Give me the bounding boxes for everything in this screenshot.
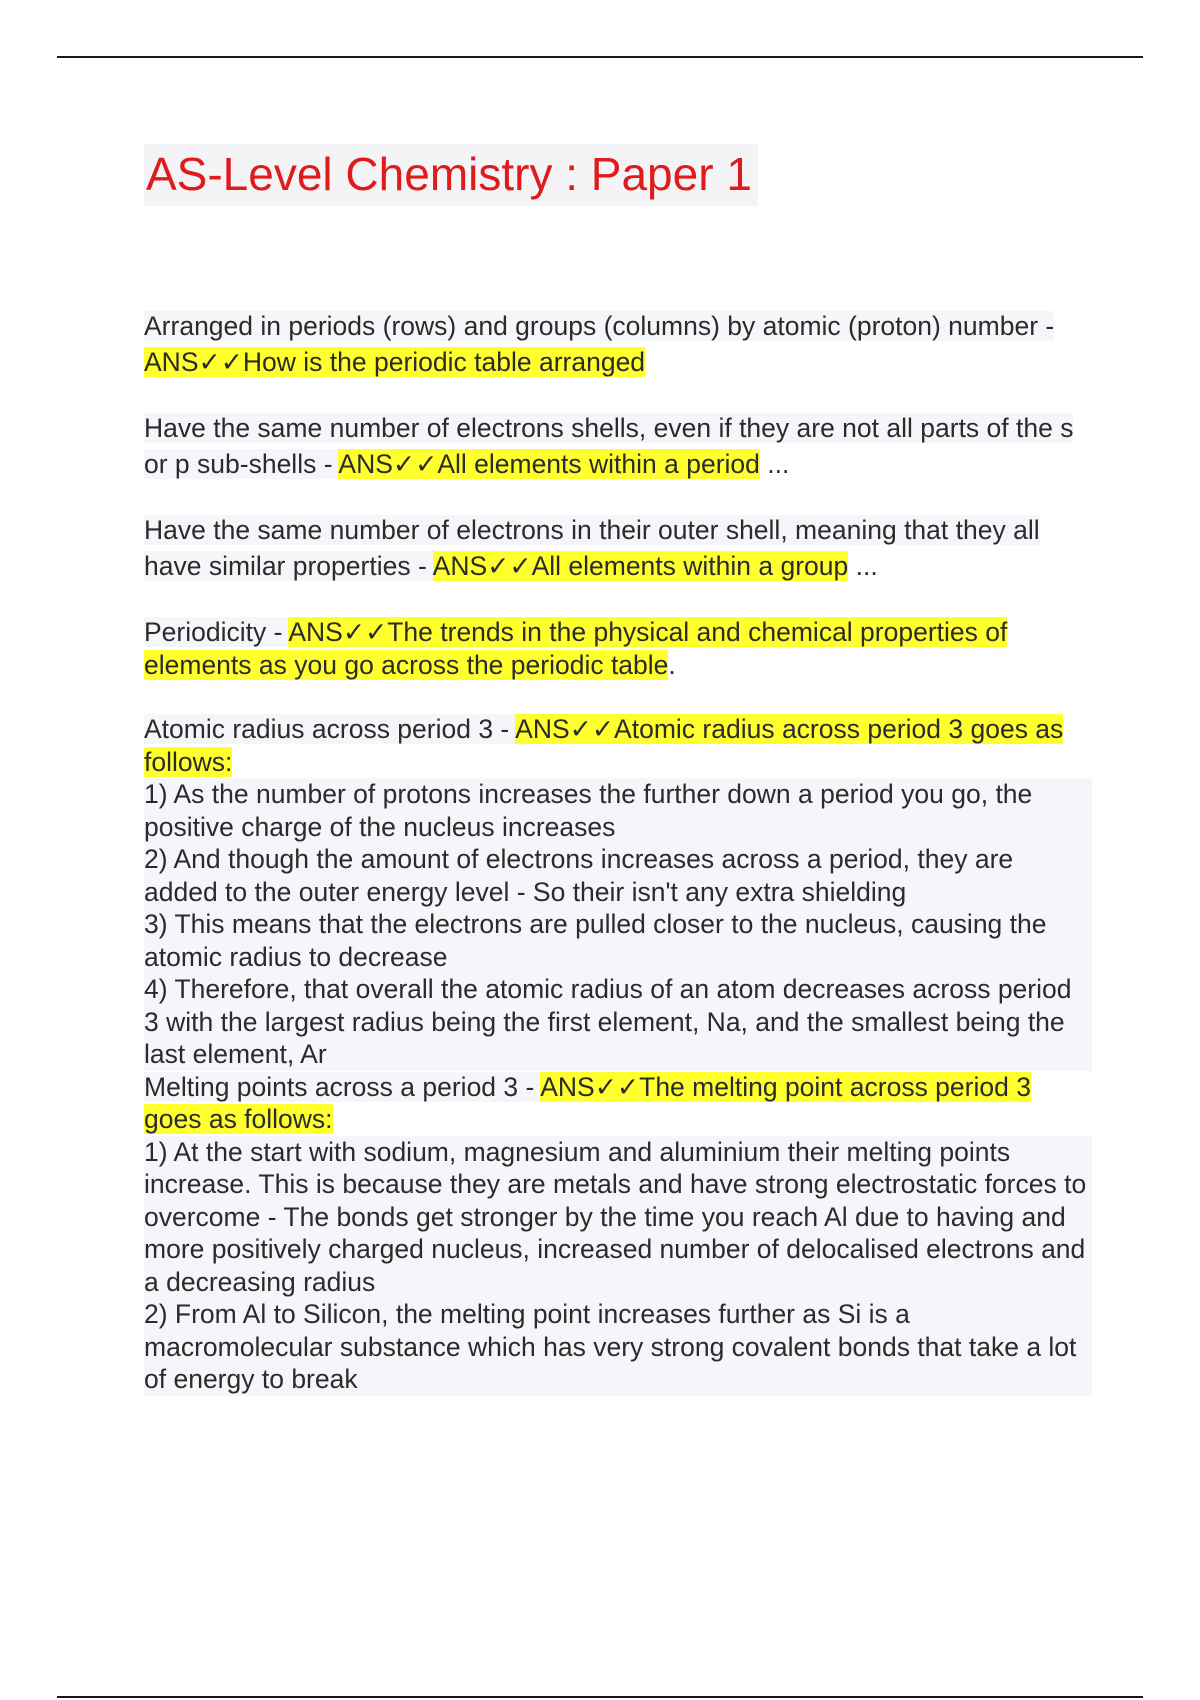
melting-points-section bbox=[144, 1071, 1092, 1396]
answer-text: ANS✓✓All elements within a group bbox=[432, 551, 849, 581]
question-text: Melting points across a period 3 - bbox=[144, 1071, 541, 1102]
answer-text: ANS✓✓All elements within a period bbox=[338, 449, 760, 479]
question-text: Arranged in periods (rows) and groups (columns) by atomic (proton) number - bbox=[144, 311, 1055, 341]
answer-tail: . bbox=[668, 649, 676, 680]
question-text: Atomic radius across period 3 - bbox=[144, 714, 516, 744]
list-item: 4) Therefore, that overall the atomic radius of an atom decreases across period 3 with the largest radius being the first element, Na, and the smallest being the last element, Ar bbox=[144, 973, 1092, 1071]
answer-text: ANS✓✓The trends in the physical and chemical properties of elements as you go across the periodic table bbox=[144, 617, 1008, 680]
list-item: 2) And though the amount of electrons increases across a period, they are added to the outer energy level - So their isn't any extra shielding bbox=[144, 843, 1092, 908]
question-text: Periodicity - bbox=[144, 617, 289, 647]
list-item: 1) As the number of protons increases the further down a period you go, the positive charge of the nucleus increases bbox=[144, 778, 1092, 843]
answer-text: ANS✓✓The melting point across period 3 goes as follows: bbox=[144, 1071, 1031, 1134]
document-title: AS-Level Chemistry : Paper 1 bbox=[146, 148, 752, 200]
title-box bbox=[144, 144, 758, 206]
list-item: 2) From Al to Silicon, the melting point increases further as Si is a macromolecular substance which has very strong covalent bonds that take a lot of energy to break bbox=[144, 1298, 1092, 1396]
atomic-radius-section bbox=[144, 713, 1092, 1071]
qa-item bbox=[144, 512, 1092, 584]
qa-item bbox=[144, 616, 1092, 681]
answer-tail: ... bbox=[759, 449, 790, 479]
qa-item bbox=[144, 410, 1092, 482]
bottom-rule bbox=[57, 1696, 1143, 1698]
top-rule bbox=[57, 56, 1143, 58]
list-item: 1) At the start with sodium, magnesium and aluminium their melting points increase. This is because they are metals and have strong electrostatic forces to overcome - The bonds get stronger by the time you reach Al due to having and more positively charged nucleus, increased number of delocalised electrons and a decreasing radius bbox=[144, 1136, 1092, 1299]
document-body bbox=[144, 308, 1092, 1396]
qa-item bbox=[144, 308, 1092, 380]
question-text: Have the same number of electrons shells, even if they are not all parts of the s or p sub-shells - bbox=[144, 413, 1074, 479]
question-text: Have the same number of electrons in their outer shell, meaning that they all have similar properties - bbox=[144, 515, 1040, 581]
list-item: 3) This means that the electrons are pulled closer to the nucleus, causing the atomic radius to decrease bbox=[144, 908, 1092, 973]
answer-text: ANS✓✓Atomic radius across period 3 goes as follows: bbox=[144, 714, 1064, 777]
answer-tail: ... bbox=[848, 551, 878, 581]
answer-text: ANS✓✓How is the periodic table arranged bbox=[144, 347, 646, 377]
